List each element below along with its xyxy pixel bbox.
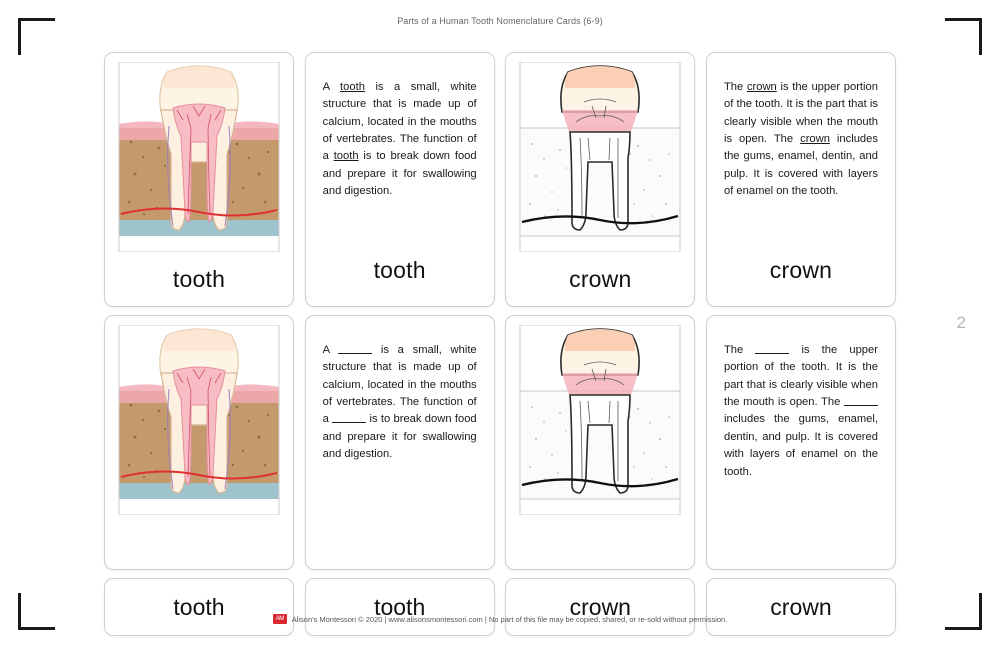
footer: [0, 614, 1000, 624]
definition-text: The is the upper portion of the tooth. It is the part that is clearly visible when the mouth is open. The includes the gums, enamel, dentin, and pulp. It is covered with layers of enamel on the tooth.: [723, 344, 878, 478]
card-label: tooth: [374, 593, 426, 620]
label-card-tooth-1[interactable]: [104, 578, 294, 636]
label-card-crown-1[interactable]: [505, 578, 695, 636]
definition-card-tooth-blank[interactable]: [305, 315, 495, 570]
card-grid: [104, 52, 896, 636]
footer-copyright-text: Alison's Montessori © 2020 | www.alisonsmontessori.com | No part of this file may be copied, shared, or re-sold without permission.: [291, 614, 728, 624]
card-label: tooth: [172, 265, 226, 292]
card-label: tooth: [373, 257, 426, 283]
definition-card-crown[interactable]: [706, 52, 896, 307]
tooth-cross-section-color-image: [111, 59, 287, 255]
tooth-crown-outline-image: [512, 59, 688, 255]
picture-card-tooth-labeled[interactable]: [104, 52, 294, 307]
crop-mark-bottom-right: [945, 593, 982, 630]
card-row-3: [104, 578, 896, 636]
card-row-2: [104, 315, 896, 570]
card-label: crown: [770, 593, 832, 620]
definition-card-tooth[interactable]: [305, 52, 495, 307]
definition-text: A is a small, white structure that is made up of calcium, located in the mouths of vertebrates. The function of a is to break down food and prepare it for swallowing and digestion.: [322, 344, 477, 461]
definition-card-crown-blank[interactable]: [706, 315, 896, 570]
tooth-crown-outline-image: [512, 322, 688, 518]
picture-card-crown-outline[interactable]: [505, 52, 695, 307]
picture-card-crown-unlabeled[interactable]: [505, 315, 695, 570]
alisons-montessori-logo-icon: AM: [273, 614, 287, 624]
card-label: crown: [769, 257, 833, 283]
card-label: tooth: [173, 593, 225, 620]
page-number: 2: [956, 313, 966, 332]
card-label: crown: [569, 265, 632, 292]
definition-text: The crown is the upper portion of the tooth. It is the part that is clearly visible when the mouth is open. The crown includes the gums, enamel, dentin, and pulp. It is covered with layers of enamel on the tooth.: [723, 81, 878, 198]
card-label: crown: [569, 593, 631, 620]
picture-card-tooth-unlabeled[interactable]: [104, 315, 294, 570]
tooth-cross-section-color-image: [111, 322, 287, 518]
label-card-crown-2[interactable]: [706, 578, 896, 636]
crop-mark-bottom-left: [18, 593, 55, 630]
page-title: Parts of a Human Tooth Nomenclature Cards (6-9): [397, 16, 603, 26]
definition-text: A tooth is a small, white structure that is made up of calcium, located in the mouths of vertebrates. The function of a tooth is to break down food and prepare it for swallowing and digestion.: [322, 81, 477, 198]
label-card-tooth-2[interactable]: [305, 578, 495, 636]
card-row-1: [104, 52, 896, 307]
